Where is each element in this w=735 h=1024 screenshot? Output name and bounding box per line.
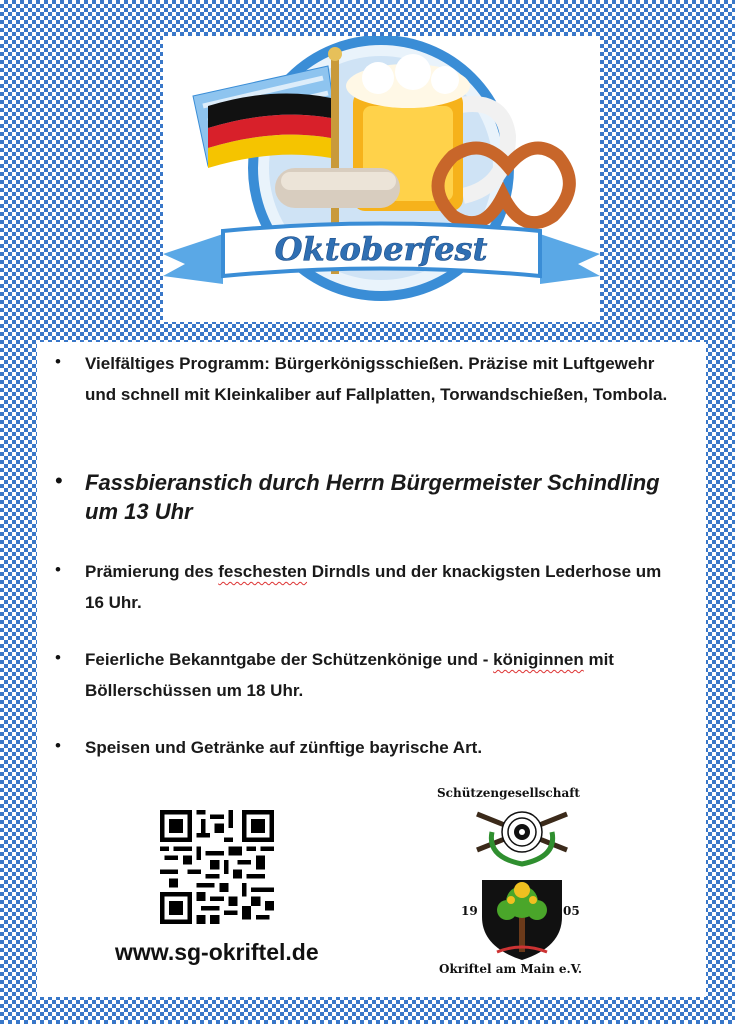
club-emblem-icon bbox=[467, 802, 577, 962]
club-year-left: 19 bbox=[461, 904, 478, 918]
club-name-top: Schützengesellschaft bbox=[437, 786, 580, 800]
sausage-icon bbox=[275, 168, 400, 208]
bullet-text-food: Speisen und Getränke auf zünftige bayrische Art. bbox=[85, 738, 483, 757]
oktoberfest-header-illustration bbox=[163, 36, 600, 322]
club-year-right: 05 bbox=[563, 904, 580, 918]
bullet-point: • bbox=[55, 468, 63, 493]
banner-title: Oktoberfest bbox=[274, 230, 488, 268]
content-panel bbox=[37, 342, 706, 997]
spellcheck-flagged-word: feschesten bbox=[218, 562, 308, 581]
bullet-text-announcement: Feierliche Bekanntgabe der Schützenkönige und - königinnen mit Böllerschüssen um 18 Uhr. bbox=[85, 650, 614, 700]
oktoberfest-logo-graphic bbox=[163, 36, 600, 322]
bullet-text-award: Prämierung des feschesten Dirndls und der knackigsten Lederhose um 16 Uhr. bbox=[85, 562, 662, 612]
bullet-point: • bbox=[55, 352, 61, 371]
bullet-point: • bbox=[55, 560, 61, 579]
bullet-point: • bbox=[55, 648, 61, 667]
club-name-bottom: Okriftel am Main e.V. bbox=[439, 962, 583, 976]
qr-code-icon[interactable] bbox=[160, 810, 274, 924]
bullet-point: • bbox=[55, 736, 61, 755]
bullet-text-tapping: Fassbieranstich durch Herrn Bürgermeister Schindling um 13 Uhr bbox=[85, 470, 660, 524]
bullet-text-program: Vielfältiges Programm: Bürgerkönigsschießen. Präzise mit Luftgewehr und schnell mit Kleinkaliber auf Fallplatten, Torwandschießen, Tombola. bbox=[85, 354, 668, 404]
spellcheck-flagged-word: königinnen bbox=[493, 650, 584, 669]
website-url[interactable]: www.sg-okriftel.de bbox=[115, 939, 319, 965]
